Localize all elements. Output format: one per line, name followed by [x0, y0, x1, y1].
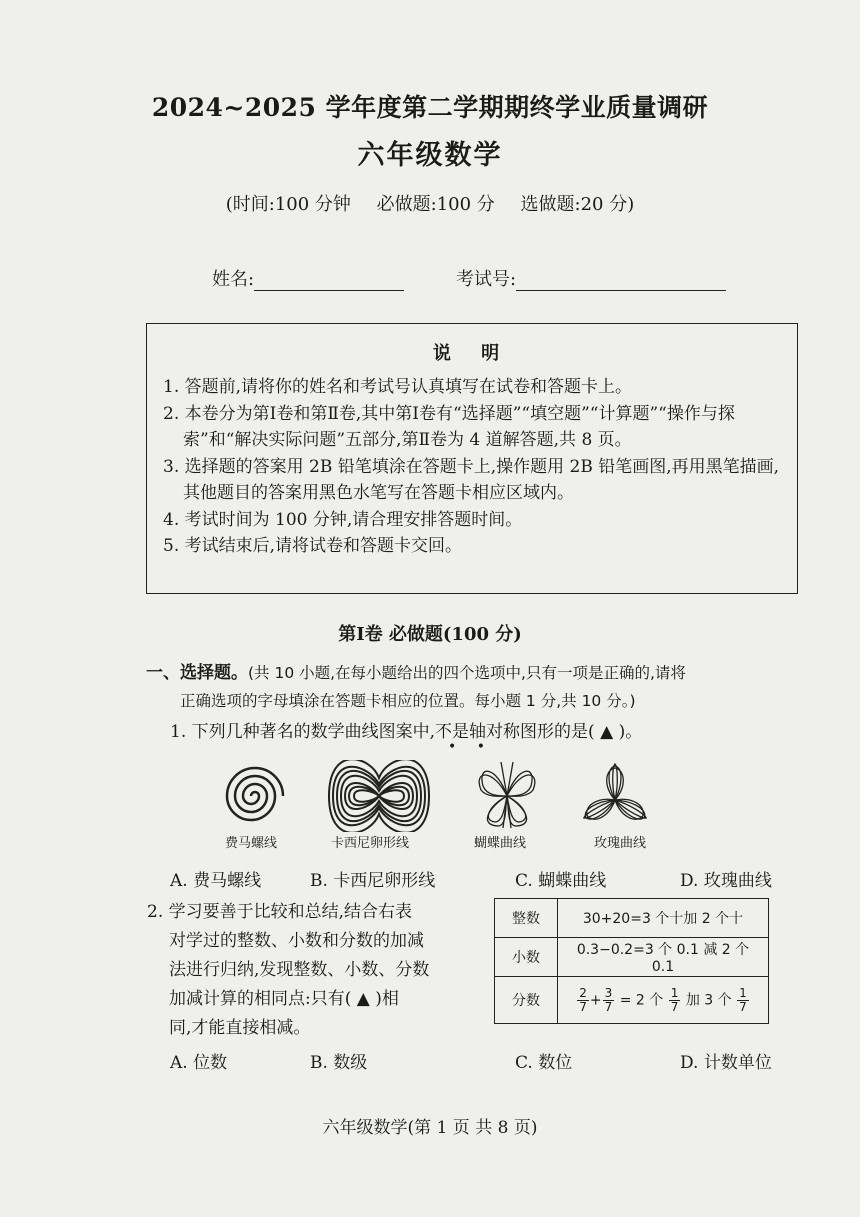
answer-blank-triangle: ▲	[356, 989, 370, 1009]
section-title: 第Ⅰ卷 必做题(100 分)	[338, 624, 522, 645]
name-label: 姓名:	[212, 269, 255, 290]
page-footer: 六年级数学(第 1 页 共 8 页)	[322, 1118, 538, 1138]
name-field	[212, 265, 404, 291]
optional-info: 选做题:20 分)	[520, 194, 635, 215]
fraction: $\frac{2}{7}$	[579, 985, 587, 1014]
emphasis-dots: • •	[448, 739, 493, 755]
q2-option-c: C. 数位	[515, 1053, 573, 1073]
required-info: 必做题:100 分	[376, 194, 495, 215]
q2-line: 2. 学习要善于比较和总结,结合右表	[147, 902, 413, 922]
exam-subject: 六年级数学	[357, 140, 503, 171]
table-row	[495, 899, 769, 938]
exam-number-blank	[516, 270, 726, 291]
q2-line-text: )相	[375, 989, 399, 1009]
q1-stem-text: 1. 下列几种著名的数学曲线图案中,不是轴对称图形的是(	[170, 722, 595, 742]
butterfly-curve-figure	[479, 762, 535, 828]
q1-option-d: D. 玫瑰曲线	[680, 871, 772, 891]
part-one-header	[146, 661, 806, 685]
cassini-oval-figure	[329, 760, 429, 832]
q2-option-a: A. 位数	[170, 1053, 228, 1073]
q2-option-d: D. 计数单位	[680, 1053, 772, 1073]
exam-title: 2024~2025 学年度第二学期期终学业质量调研	[151, 93, 709, 122]
instruction-item: 5. 考试结束后,请将试卷和答题卡交回。	[163, 536, 463, 556]
instruction-item: 3. 选择题的答案用 2B 铅笔填涂在答题卡上,操作题用 2B 铅笔画图,再用黑笔描画,其他题目的答案用黑色水笔写在答题卡相应区域内。	[163, 456, 780, 503]
name-blank	[254, 270, 404, 291]
row-key-fraction: 分数	[495, 977, 558, 1024]
answer-blank-triangle: ▲	[600, 722, 614, 742]
row-value-fraction: $\frac{2}{7}$ + $\frac{3}{7}$ = 2 个 $\frac{1}{7}$ 加 3 个 $\frac{1}{7}$	[558, 977, 769, 1024]
instruction-item: 2. 本卷分为第Ⅰ卷和第Ⅱ卷,其中第Ⅰ卷有“选择题”“填空题”“计算题”“操作与探索”和“解决实际问题”五部分,第Ⅱ卷为 4 道解答题,共 8 页。	[163, 403, 735, 450]
curve-figures	[214, 760, 694, 832]
q1-option-c: C. 蝴蝶曲线	[515, 871, 607, 891]
rose-curve-figure	[580, 764, 651, 825]
part-description: (共 10 小题,在每小题给出的四个选项中,只有一项是正确的,请将	[248, 664, 686, 682]
q2-line-text: 加减计算的相同点:只有(	[169, 989, 352, 1009]
fraction: $\frac{1}{7}$	[739, 985, 747, 1014]
instruction-item: 4. 考试时间为 100 分钟,请合理安排答题时间。	[163, 509, 523, 530]
part-title: 一、选择题。	[146, 663, 248, 683]
row-value-integer: 30+20=3 个十加 2 个十	[558, 899, 769, 938]
question-2-stem	[147, 898, 487, 1043]
row-value-decimal: 0.3−0.2=3 个 0.1 减 2 个 0.1	[558, 938, 769, 977]
q1-option-b: B. 卡西尼卵形线	[310, 871, 436, 891]
table-row	[495, 938, 769, 977]
fraction: $\frac{1}{7}$	[670, 985, 679, 1014]
row-key-integer: 整数	[495, 899, 558, 938]
q2-line: 法进行归纳,发现整数、小数、分数	[169, 960, 430, 980]
row-key-decimal: 小数	[495, 938, 558, 977]
curve-label-cassini: 卡西尼卵形线	[330, 836, 409, 851]
time-info: (时间:100 分钟	[225, 194, 351, 215]
instructions-heading: 说 明	[432, 343, 512, 364]
q2-line: 同,才能直接相减。	[169, 1018, 311, 1038]
q1-option-a: A. 费马螺线	[170, 871, 262, 891]
exam-time-info	[0, 190, 860, 216]
q2-line: 对学过的整数、小数和分数的加减	[169, 931, 424, 951]
instructions-box	[146, 323, 798, 594]
exam-number-field	[456, 265, 726, 291]
instructions-list	[163, 374, 789, 560]
instruction-item: 1. 答题前,请将你的姓名和考试号认真填写在试卷和答题卡上。	[163, 377, 633, 397]
exam-number-label: 考试号:	[456, 269, 517, 290]
part-description-cont: 正确选项的字母填涂在答题卡相应的位置。每小题 1 分,共 10 分。)	[180, 692, 636, 710]
curve-label-fermat: 费马螺线	[224, 836, 277, 851]
fermat-spiral-figure	[227, 768, 283, 820]
q2-option-b: B. 数级	[310, 1053, 368, 1073]
comparison-table	[494, 898, 769, 1024]
fraction: $\frac{3}{7}$	[604, 985, 613, 1014]
table-row	[495, 977, 769, 1024]
q1-stem-end: )。	[618, 722, 643, 742]
curve-label-butterfly: 蝴蝶曲线	[473, 836, 526, 851]
q2-line	[147, 985, 487, 1014]
curve-label-rose: 玫瑰曲线	[593, 836, 646, 851]
